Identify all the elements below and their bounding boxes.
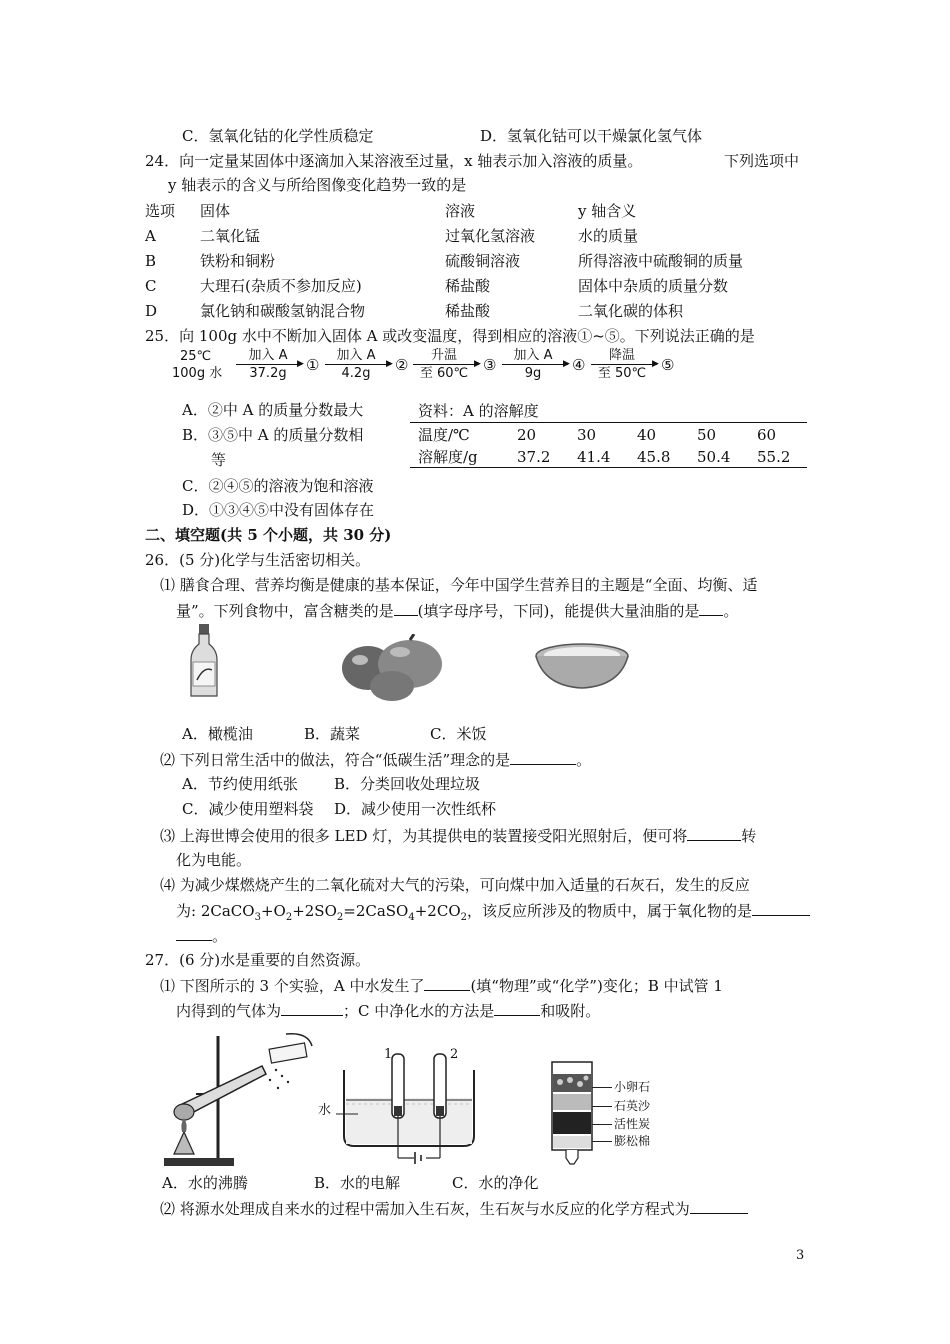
tube-2-label: 2 <box>450 1047 459 1062</box>
solubility-table-top-rule <box>410 422 807 423</box>
eq-sub: 3 <box>254 912 261 923</box>
leader-line <box>592 1106 612 1107</box>
q26-blank-oxide-b[interactable] <box>176 925 212 941</box>
q26-p2 <box>160 749 591 770</box>
fig-caption-a: A．水的沸腾 <box>162 1174 248 1192</box>
rice-bowl-image <box>532 640 632 692</box>
leader-line <box>592 1087 612 1088</box>
electrolysis-apparatus-image <box>318 1047 498 1168</box>
boiling-apparatus-image <box>158 1030 316 1168</box>
chain-step4-arrow <box>502 364 568 365</box>
chain-start-temp: 25℃ <box>180 349 212 364</box>
q26-p2-end: 。 <box>576 751 592 769</box>
q26-stem: 26．(5 分)化学与生活密切相关。 <box>145 551 371 569</box>
layer-pebbles: 小卵石 <box>614 1080 651 1094</box>
q26-p4-line2 <box>176 900 810 924</box>
q26-p2-option-d: D．减少使用一次性纸杯 <box>334 800 497 818</box>
q27-p2-text: ⑵ 将源水处理成自来水的过程中需加入生石灰，生石灰与水反应的化学方程式为 <box>160 1200 690 1218</box>
q26-blank-energy[interactable] <box>687 825 741 841</box>
q24-header-y: y 轴含义 <box>578 202 637 220</box>
chain-result-4: ④ <box>572 356 586 374</box>
eq-part: +2SO <box>292 902 337 920</box>
solubility-temp-60: 60 <box>757 426 777 444</box>
fig-caption-c: C．水的净化 <box>452 1174 539 1192</box>
q27-p1-text-b: (填“物理”或“化学”)变化；B 中试管 1 <box>470 977 723 995</box>
solubility-value-50: 50.4 <box>697 448 731 466</box>
q27-blank-method[interactable] <box>494 1000 540 1016</box>
layer-activated-carbon: 活性炭 <box>614 1117 651 1131</box>
chain-step2-top: 加入 A <box>336 348 376 363</box>
q26-p2-option-b: B．分类回收处理垃圾 <box>334 775 481 793</box>
q27-p1-line1 <box>160 975 723 996</box>
eq-part: +O <box>260 902 286 920</box>
q24-row-b-solid: 铁粉和铜粉 <box>200 252 276 270</box>
q25-option-a: A．②中 A 的质量分数最大 <box>182 401 364 419</box>
q26-p4-line1: ⑷ 为减少煤燃烧产生的二氧化硫对大气的污染，可向煤中加入适量的石灰石，发生的反应 <box>160 876 750 894</box>
q26-p4-question: ，该反应所涉及的物质中，属于氧化物的是 <box>467 902 753 920</box>
eq-sub: 2 <box>460 912 467 923</box>
q25-option-d: D．①③④⑤中没有固体存在 <box>182 501 375 519</box>
solubility-temp-30: 30 <box>577 426 597 444</box>
water-label: 水 <box>318 1103 332 1118</box>
chain-step3-arrowhead: ▶ <box>474 359 481 369</box>
chain-step1-top: 加入 A <box>248 348 288 363</box>
q26-blank-lowcarbon[interactable] <box>510 749 576 765</box>
fig-caption-b: B．水的电解 <box>314 1174 401 1192</box>
solubility-value-40: 45.8 <box>637 448 671 466</box>
solubility-temp-20: 20 <box>517 426 537 444</box>
q24-header-solution: 溶液 <box>445 202 476 220</box>
chain-step1-arrow <box>236 364 302 365</box>
leader-line <box>592 1141 612 1142</box>
section-title: 二、填空题(共 5 个小题，共 30 分) <box>145 526 392 544</box>
q24-row-c-option: C <box>145 277 157 295</box>
q26-blank-carb[interactable] <box>394 600 418 616</box>
q26-p1-line2 <box>176 600 738 621</box>
solubility-caption: 资料：A 的溶解度 <box>418 402 539 420</box>
q26-p4-end: 。 <box>212 927 228 945</box>
eq-part: =2CaSO <box>343 902 409 920</box>
chain-step4-top: 加入 A <box>513 348 553 363</box>
q26-p1-text-c: 。 <box>723 602 739 620</box>
chain-step5-top: 降温 <box>608 348 635 363</box>
q24-row-a-solution: 过氧化氢溶液 <box>445 227 536 245</box>
q24-row-d-option: D <box>145 302 158 320</box>
page-number: 3 <box>796 1248 805 1263</box>
q24-row-c-solution: 稀盐酸 <box>445 277 491 295</box>
food-option-b: B．蔬菜 <box>304 725 361 743</box>
q27-p1-text-c: 内得到的气体为 <box>176 1002 282 1020</box>
q26-p3-post: 转 <box>741 827 757 845</box>
food-option-a: A．橄榄油 <box>182 725 253 743</box>
q24-row-a-option: A <box>145 227 156 245</box>
eq-sub: 2 <box>336 912 344 923</box>
q24-row-b-option: B <box>145 252 157 270</box>
q26-p2-option-a: A．节约使用纸张 <box>182 775 298 793</box>
chain-result-2: ② <box>395 356 409 374</box>
chain-result-3: ③ <box>483 356 497 374</box>
solubility-value-60: 55.2 <box>757 448 791 466</box>
solubility-value-20: 37.2 <box>517 448 551 466</box>
water-purifier-image <box>548 1060 596 1166</box>
q27-blank-equation[interactable] <box>690 1198 748 1214</box>
q23-option-d: D．氢氧化钴可以干燥氯化氢气体 <box>480 127 703 145</box>
chain-step3-arrow <box>413 364 479 365</box>
q26-p2-option-c: C．减少使用塑料袋 <box>182 800 314 818</box>
q26-p1-text-b: (填字母序号，下同)，能提供大量油脂的是 <box>417 602 700 620</box>
chain-step3-top: 升温 <box>430 348 457 363</box>
q24-row-a-solid: 二氧化锰 <box>200 227 261 245</box>
layer-cotton: 膨松棉 <box>614 1134 651 1148</box>
vegetables-image <box>340 634 452 702</box>
chain-step1-bottom: 37.2g <box>249 366 287 381</box>
solubility-value-label: 溶解度/g <box>418 448 478 466</box>
q26-blank-fat[interactable] <box>699 600 723 616</box>
q27-p1-text-a: ⑴ 下图所示的 3 个实验，A 中水发生了 <box>160 977 425 995</box>
q26-p2-text: ⑵ 下列日常生活中的做法，符合“低碳生活”理念的是 <box>160 751 511 769</box>
q24-header-solid: 固体 <box>200 202 231 220</box>
olive-oil-bottle-image <box>188 624 220 698</box>
q25-option-b-line2: 等 <box>211 451 227 469</box>
q26-p1-text-a: 量”。下列食物中，富含糖类的是 <box>176 602 394 620</box>
q27-p1-text-d: ；C 中净化水的方法是 <box>343 1002 495 1020</box>
solubility-value-30: 41.4 <box>577 448 611 466</box>
eq-part: 为: 2CaCO <box>176 902 255 920</box>
q24-row-d-solid: 氯化钠和碳酸氢钠混合物 <box>200 302 366 320</box>
q27-blank-gas[interactable] <box>281 1000 343 1016</box>
q25-stem: 25．向 100g 水中不断加入固体 A 或改变温度，得到相应的溶液①~⑤。下列说法正确的是 <box>145 327 755 345</box>
q24-header-option: 选项 <box>145 202 176 220</box>
chain-step2-bottom: 4.2g <box>341 366 371 381</box>
chain-step1-arrowhead: ▶ <box>297 359 304 369</box>
chain-step4-bottom: 9g <box>524 366 542 381</box>
q25-option-c: C．②④⑤的溶液为饱和溶液 <box>182 477 374 495</box>
chain-result-1: ① <box>306 356 320 374</box>
leader-line <box>592 1124 612 1125</box>
q26-p4-line3 <box>176 925 227 946</box>
q26-p3-line2: 化为电能。 <box>176 851 252 869</box>
q27-p1-line2 <box>176 1000 600 1021</box>
q24-row-d-y: 二氧化碳的体积 <box>578 302 684 320</box>
q24-stem-line2: y 轴表示的含义与所给图像变化趋势一致的是 <box>168 176 467 194</box>
solubility-temp-50: 50 <box>697 426 717 444</box>
chain-step5-arrow <box>591 364 657 365</box>
tube-1-label: 1 <box>384 1047 393 1062</box>
q24-row-d-solution: 稀盐酸 <box>445 302 491 320</box>
chain-step5-bottom: 至 50℃ <box>597 366 647 381</box>
eq-sub: 4 <box>408 912 415 923</box>
q24-row-c-solid: 大理石(杂质不参加反应) <box>200 277 362 295</box>
layer-quartz-sand: 石英沙 <box>614 1099 651 1113</box>
q27-blank-change[interactable] <box>424 975 470 991</box>
solubility-table-bottom-rule <box>410 467 807 468</box>
q24-row-c-y: 固体中杂质的质量分数 <box>578 277 729 295</box>
food-option-c: C．米饭 <box>430 725 487 743</box>
q27-p1-text-e: 和吸附。 <box>540 1002 601 1020</box>
q24-row-b-solution: 硫酸铜溶液 <box>445 252 521 270</box>
q26-blank-oxide-a[interactable] <box>752 900 810 916</box>
q27-p2 <box>160 1198 748 1219</box>
q23-option-c: C．氢氧化钴的化学性质稳定 <box>182 127 374 145</box>
q25-option-b-line1: B．③⑤中 A 的质量分数相 <box>182 426 364 444</box>
q24-row-a-y: 水的质量 <box>578 227 639 245</box>
eq-sub: 2 <box>285 912 293 923</box>
solubility-temp-label: 温度/℃ <box>418 426 470 444</box>
chain-step2-arrow <box>325 364 391 365</box>
chain-step2-arrowhead: ▶ <box>386 359 393 369</box>
chain-start-water: 100g 水 <box>172 366 223 381</box>
q26-p3-text: ⑶ 上海世博会使用的很多 LED 灯，为其提供电的装置接受阳光照射后，便可将 <box>160 827 688 845</box>
chain-step5-arrowhead: ▶ <box>652 359 659 369</box>
q24-stem-line1b: 下列选项中 <box>724 152 800 170</box>
chain-step4-arrowhead: ▶ <box>563 359 570 369</box>
solubility-temp-40: 40 <box>637 426 657 444</box>
q24-stem-line1: 24．向一定量某固体中逐滴加入某溶液至过量，x 轴表示加入溶液的质量。 <box>145 152 643 170</box>
q24-row-b-y: 所得溶液中硫酸铜的质量 <box>578 252 744 270</box>
q27-stem: 27．(6 分)水是重要的自然资源。 <box>145 951 371 969</box>
q26-p1-line1: ⑴ 膳食合理、营养均衡是健康的基本保证，今年中国学生营养目的主题是“全面、均衡、适 <box>160 576 758 594</box>
chain-result-5: ⑤ <box>661 356 675 374</box>
chain-step3-bottom: 至 60℃ <box>419 366 469 381</box>
eq-part: +2CO <box>414 902 461 920</box>
q26-p3-line1 <box>160 825 756 846</box>
